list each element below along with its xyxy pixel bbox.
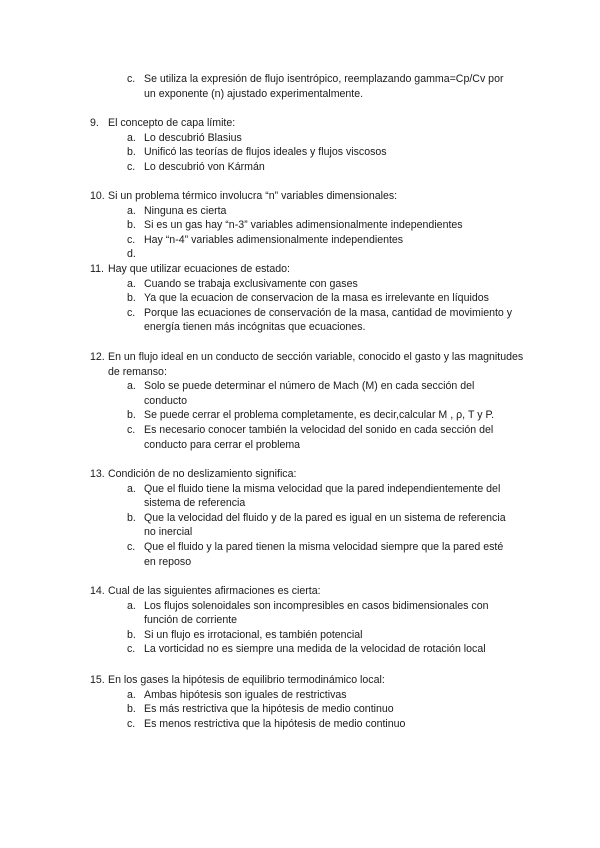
question-line (90, 189, 530, 204)
option-item (90, 628, 514, 643)
option-label: c. (127, 233, 136, 246)
question-number: 9. (90, 117, 99, 129)
question-text: Cual de las siguientes afirmaciones es cierta: (108, 585, 321, 597)
question-line (90, 262, 530, 277)
option-item (90, 306, 514, 335)
option-item (90, 599, 514, 628)
option-label: a. (127, 204, 136, 217)
question-text: Condición de no deslizamiento significa: (108, 468, 297, 480)
option-item (90, 204, 514, 219)
option-label: a. (127, 482, 136, 495)
option-item (90, 277, 514, 292)
question-11 (90, 262, 530, 335)
option-text: Es necesario conocer también la velocidad del sonido en cada sección del conducto para cerrar el problema (144, 423, 494, 451)
question-line (90, 116, 530, 131)
option-label: a. (127, 277, 136, 290)
question-number: 13. (90, 468, 105, 480)
option-item (90, 688, 514, 703)
option-label: c. (127, 643, 136, 656)
option-text: Es menos restrictiva que la hipótesis de medio continuo (144, 717, 406, 730)
option-text: Los flujos solenoidales son incompresibles en casos bidimensionales con función de corriente (144, 599, 489, 627)
option-item (90, 218, 514, 233)
option-label: a. (127, 131, 136, 144)
question-line (90, 673, 530, 688)
option-item (90, 72, 514, 101)
option-text: Si es un gas hay “n-3” variables adimensionalmente independientes (144, 219, 463, 232)
option-label: a. (127, 380, 136, 393)
option-label: c. (127, 423, 136, 436)
question-number: 15. (90, 674, 105, 686)
option-item (90, 160, 514, 175)
option-item (90, 511, 514, 540)
option-item (90, 423, 514, 452)
option-label: d. (127, 248, 136, 261)
question-number: 14. (90, 585, 105, 597)
question-number: 11. (90, 263, 104, 275)
option-text: Lo descubrió von Kármán (144, 160, 265, 173)
option-item (90, 717, 514, 732)
question-text: Si un problema térmico involucra “n” variables dimensionales: (108, 190, 398, 202)
option-label: c. (127, 160, 136, 173)
option-item (90, 131, 514, 146)
option-label: a. (127, 688, 136, 701)
option-label: c. (127, 717, 136, 730)
option-text: Cuando se trabaja exclusivamente con gases (144, 277, 358, 290)
question-number: 12. (90, 351, 105, 363)
option-label: b. (127, 511, 136, 524)
option-text: Lo descubrió Blasius (144, 131, 242, 144)
option-label: c. (127, 73, 136, 85)
option-label: a. (127, 599, 136, 612)
question-text: En los gases la hipótesis de equilibrio termodinámico local: (108, 674, 385, 686)
option-label: c. (127, 306, 136, 319)
option-item (90, 291, 514, 306)
option-item (90, 482, 514, 511)
question-text: El concepto de capa límite: (108, 117, 236, 129)
question-12 (90, 350, 530, 452)
option-text: Que el fluido tiene la misma velocidad que la pared independientemente del sistema de referencia (144, 482, 501, 510)
question-15 (90, 673, 530, 731)
option-text: Ninguna es cierta (144, 204, 227, 217)
question-line (90, 584, 530, 599)
option-label: b. (127, 703, 136, 716)
option-item (90, 233, 514, 248)
option-item (90, 642, 514, 657)
question-14 (90, 584, 530, 657)
option-label: c. (127, 540, 136, 553)
option-item (90, 247, 514, 262)
option-text: Se puede cerrar el problema completamente, es decir,calcular M , ρ, T y P. (144, 409, 495, 422)
intro-option-block (90, 72, 530, 101)
option-label: b. (127, 409, 136, 422)
question-text: En un flujo ideal en un conducto de sección variable, conocido el gasto y las magnitudes de remanso: (108, 351, 524, 378)
question-text: Hay que utilizar ecuaciones de estado: (108, 263, 290, 275)
option-item (90, 408, 514, 423)
option-label: b. (127, 219, 136, 232)
question-line (90, 350, 530, 379)
question-10 (90, 189, 530, 262)
question-13 (90, 467, 530, 569)
option-item (90, 540, 514, 569)
option-text: Porque las ecuaciones de conservación de la masa, cantidad de movimiento y energía tienen más incógnitas que ecuaciones. (144, 306, 513, 334)
option-label: b. (127, 292, 136, 305)
question-line (90, 467, 530, 482)
option-item (90, 702, 514, 717)
option-text: La vorticidad no es siempre una medida de la velocidad de rotación local (144, 643, 486, 656)
option-text: Ya que la ecuacion de conservacion de la masa es irrelevante en líquidos (144, 292, 489, 305)
option-text: Hay “n-4” variables adimensionalmente independientes (144, 233, 404, 246)
option-text: Unificó las teorías de flujos ideales y flujos viscosos (144, 146, 387, 159)
option-text: Que la velocidad del fluido y de la pared es igual en un sistema de referencia no inercial (144, 511, 506, 539)
option-text: Se utiliza la expresión de flujo isentrópico, reemplazando gamma=Cp/Cv por un exponente (n) ajustado experimentalmente. (144, 73, 504, 100)
option-text: Solo se puede determinar el número de Mach (M) en cada sección del conducto (144, 380, 475, 407)
option-label: b. (127, 146, 136, 159)
question-number: 10. (90, 190, 105, 202)
option-text: Que el fluido y la pared tienen la misma velocidad siempre que la pared esté en reposo (144, 540, 504, 568)
option-text: Si un flujo es irrotacional, es también potencial (144, 628, 363, 641)
option-item (90, 379, 514, 408)
option-label: b. (127, 628, 136, 641)
option-text: Es más restrictiva que la hipótesis de medio continuo (144, 703, 394, 716)
question-9 (90, 116, 530, 174)
option-item (90, 145, 514, 160)
option-text: Ambas hipótesis son iguales de restrictivas (144, 688, 347, 701)
